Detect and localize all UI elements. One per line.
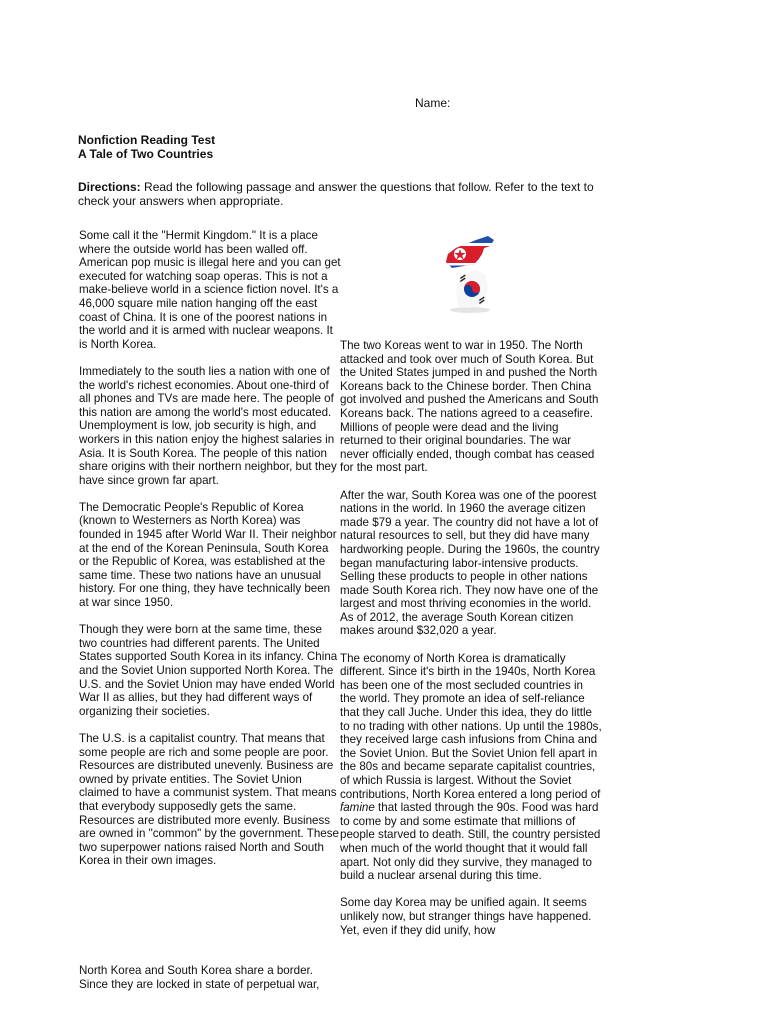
directions-label: Directions: [78,180,141,194]
right-column [340,339,602,951]
paragraph: North Korea and South Korea share a border. Since they are locked in state of perpetual war, [79,964,320,991]
korea-flag-map-image [438,234,498,314]
left-column [79,229,341,882]
south-korea-flag-shape [438,268,498,312]
test-title: Nonfiction Reading Test [78,133,216,147]
emphasized-word: famine [340,801,375,815]
directions [78,180,603,208]
paragraph-text: The economy of North Korea is dramatically different. Since it's birth in the 1940s, North Korea has been one of the most secluded countries in the world. They promote an idea of self-reliance that they call Juche. Under this idea, they do little to no trading with other nations. Up until the 1980s, they received large cash infusions from China and the Soviet Union. But the Soviet Union fell apart in the 80s and became separate capitalist countries, of which Russia is largest. Without the Soviet contributions, North Korea entered a long period of [340,651,602,801]
paragraph: The Democratic People's Republic of Korea (known to Westerners as North Korea) was founded in 1945 after World War II. Their neighbor at the end of the Korean Peninsula, South Korea or the Republic of Korea, was established at the same time. These two nations have an unusual history. For one thing, they have technically been at war since 1950. [79,500,337,610]
paragraph: Immediately to the south lies a nation with one of the world's richest economies. About one-third of all phones and TVs are made here. The people of this nation are among the world's most educated. Unemployment is low, job security is high, and workers in this nation enjoy the highest salaries in Asia. It is South Korea. The people of this nation share origins with their northern neighbor, but they have since grown far apart. [79,364,337,487]
paragraph: After the war, South Korea was one of the poorest nations in the world. In 1960 the average citizen made $79 a year. The country did not have a lot of natural resources to sell, but they did have many hardworking people. During the 1960s, the country began manufacturing labor-intensive products. Selling these products to people in other nations made South Korea rich. They now have one of the largest and most thriving economies in the world. As of 2012, the average South Korean citizen makes around $32,020 a year. [340,488,600,638]
left-column-tail [79,964,341,1005]
paragraph-text: that lasted through the 90s. Food was hard to come by and some estimate that millions of people starved to death. Still, the country persisted when much of the world thought that it would fall apart. Not only did they survive, they managed to build a nuclear arsenal during this time. [340,801,601,883]
paragraph: Some call it the "Hermit Kingdom." It is a place where the outside world has been walled off. American pop music is illegal here and you can get executed for watching soap operas. This is not a make-believe world in a science fiction novel. It's a 46,000 square mile nation hanging off the east coast of China. It is one of the poorest nations in the world and it is armed with nuclear weapons. It is North Korea. [79,229,341,351]
passage-title: A Tale of Two Countries [78,147,214,161]
north-korea-flag-shape [438,234,498,274]
page-title [78,133,215,161]
paragraph: Though they were born at the same time, these two countries had different parents. The United States supported South Korea in its infancy. China and the Soviet Union supported North Korea. The U.S. and the Soviet Union may have ended World War II as allies, but they had different ways of organizing their societies. [79,623,338,718]
name-field-label: Name: [415,96,451,110]
paragraph: The two Koreas went to war in 1950. The North attacked and took over much of South Korea. But the United States jumped in and pushed the North Koreans back to the Chinese border. Then China got involved and pushed the Americans and South Koreans back. The nations agreed to a ceasefire. Millions of people were dead and the living returned to their original boundaries. The war never officially ended, though combat has ceased for the most part. [340,339,599,475]
paragraph [340,652,602,883]
directions-text: Read the following passage and answer the questions that follow. Refer to the text to check your answers when appropriate. [78,180,594,208]
paragraph: The U.S. is a capitalist country. That means that some people are rich and some people are poor. Resources are distributed unevenly. Business are owned by private entities. The Soviet Union claimed to have a communist system. That means that everybody supposedly gets the same. Resources are distributed more evenly. Business are owned in "common" by the government. These two superpower nations raised North and South Korea in their own images. [79,731,339,868]
paragraph: Some day Korea may be unified again. It seems unlikely now, but stranger things have happened. Yet, even if they did unify, how [340,896,592,937]
